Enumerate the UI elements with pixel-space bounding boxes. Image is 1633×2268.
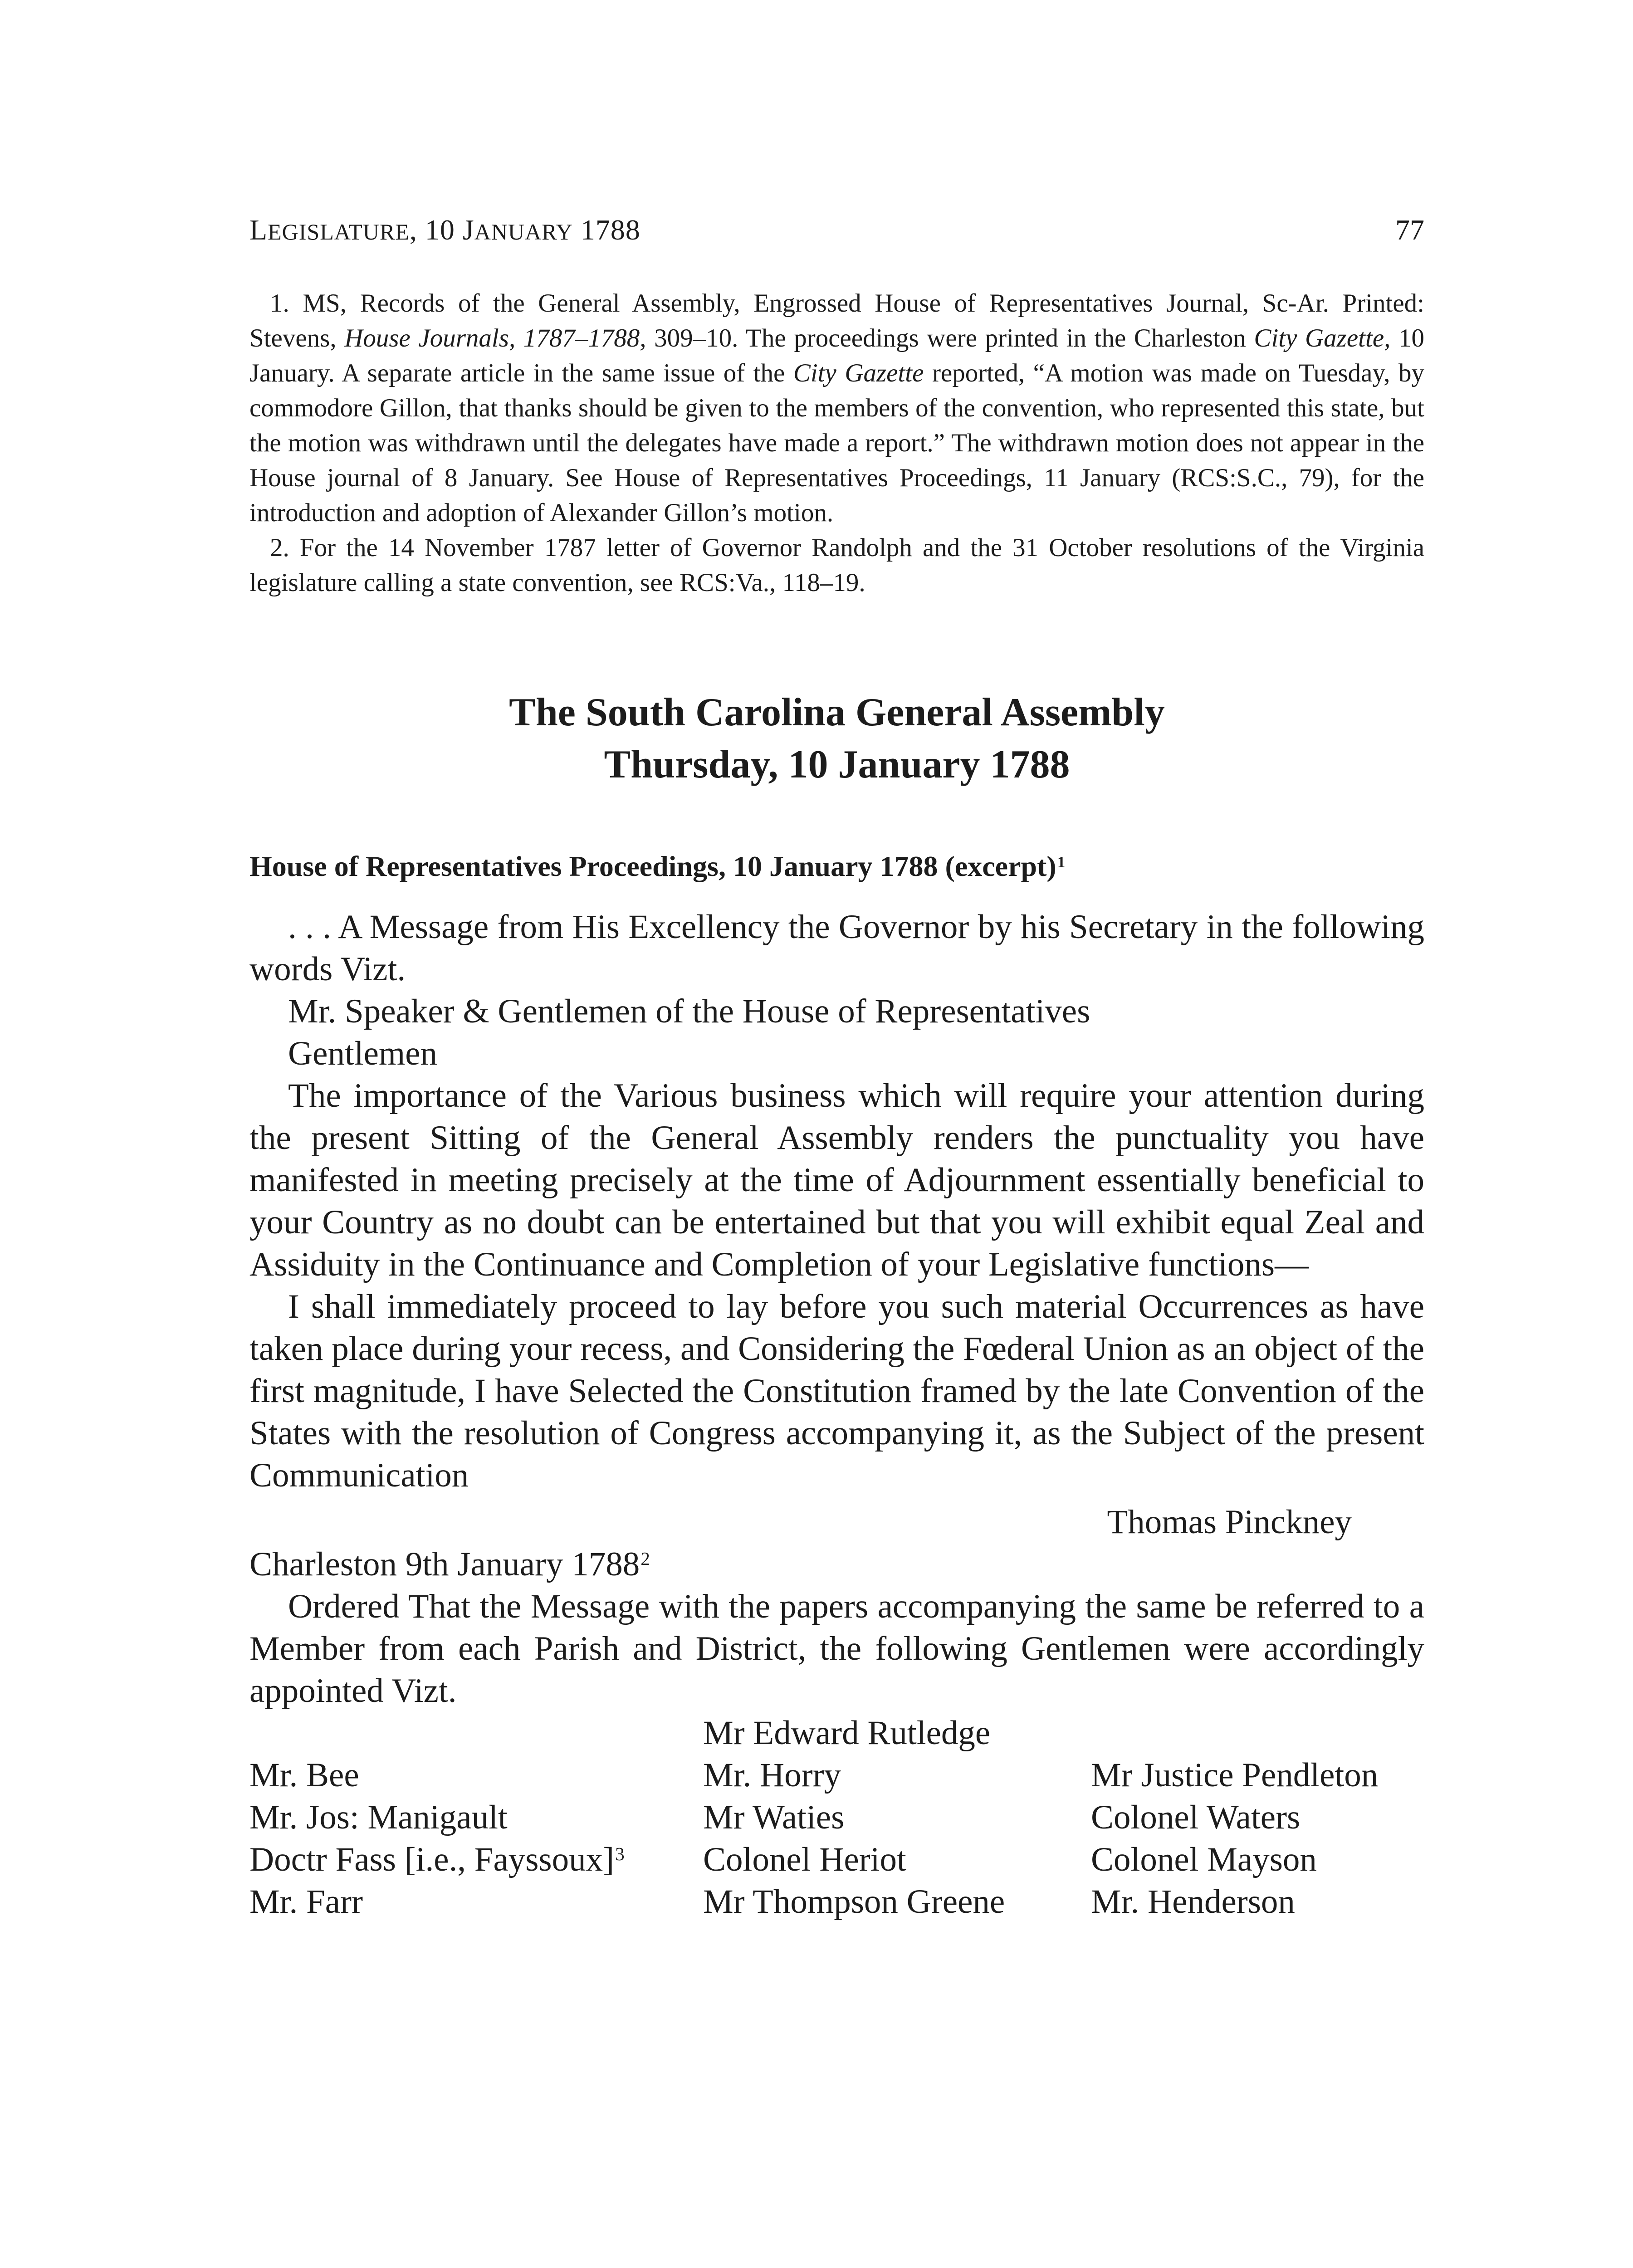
dateline: Charleston 9th January 1788$^2$ [249, 1545, 650, 1583]
appointee: Mr. Jos: Manigault [249, 1799, 508, 1836]
note-ref-2: 2 [640, 1548, 650, 1569]
heading-line-1: The South Carolina General Assembly [509, 690, 1165, 734]
salutation-line-1: Mr. Speaker & Gentlemen of the House of Representatives [288, 992, 1090, 1030]
subheading: House of Representatives Proceedings, 10 January 1788 (excerpt)$^1$ [249, 850, 1066, 882]
running-head [249, 213, 1424, 268]
salutation-line-2: Gentlemen [288, 1035, 438, 1072]
appointees-list [249, 1712, 1424, 1939]
note-ref-1: 1 [1057, 853, 1066, 871]
footnotes [249, 286, 1424, 600]
appointee: Doctr Fass [i.e., Fayssoux]$^3$ [249, 1841, 625, 1878]
signature: Thomas Pinckney [1107, 1503, 1352, 1541]
paragraph-importance: The importance of the Various business which will require your attention during the present Sitting of the General Assembly renders the punctuality you have manifested in meeting precisely at the time of Adjournment essentially beneficial to your Country as no doubt can be entertained but that you will exhibit equal Zeal and Assiduity in the Continuance and Completion of your Legislative functions— [249, 1077, 1424, 1283]
appointee: Mr Thompson Greene [703, 1883, 1005, 1921]
appointee: Mr Waties [703, 1799, 845, 1836]
appointee: Colonel Waters [1091, 1799, 1301, 1836]
paragraph-ordered: Ordered That the Message with the papers accompanying the same be referred to a Member from each Parish and District, the following Gentlemen were accordingly appointed Vizt. [249, 1588, 1424, 1710]
heading-line-2: Thursday, 10 January 1788 [604, 743, 1070, 787]
appointee: Mr. Farr [249, 1883, 363, 1921]
appointee: Mr. Bee [249, 1756, 359, 1794]
running-head-title: LEGISLATURE, 10 JANUARY 1788 [249, 214, 640, 246]
appointee: Mr Edward Rutledge [703, 1714, 991, 1752]
page-number: 77 [1395, 214, 1424, 246]
appointee: Colonel Mayson [1091, 1841, 1317, 1878]
appointee: Colonel Heriot [703, 1841, 906, 1878]
paragraph-occurrences: I shall immediately proceed to lay before you such material Occurrences as have taken place during your recess, and Considering the Fœderal Union as an object of the first magnitude, I have Selected the Constitution framed by the late Convention of the States with the resolution of Congress accompanying it, as the Subject of the present Communication [249, 1288, 1424, 1494]
appointee: Mr Justice Pendleton [1091, 1756, 1379, 1794]
document-page [249, 213, 1424, 1939]
paragraph-message: . . . A Message from His Excellency the Governor by his Secretary in the following words Vizt. [249, 908, 1424, 988]
footnote-1: 1. MS, Records of the General Assembly, Engrossed House of Representatives Journal, Sc-Ar. Printed: Stevens, House Journals, 1787–1788, 309–10. The proceedings were printed in the Charleston City Gazette, 10 January. A separate article in the same issue of the City Gazette reported, “A motion was made on Tuesday, by commodore Gillon, that thanks should be given to the members of the convention, who represented this state, but the motion was withdrawn until the delegates have made a report.” The withdrawn motion does not appear in the House journal of 8 January. See House of Representatives Proceedings, 11 January (RCS:S.C., 79), for the introduction and adoption of Alexander Gillon’s motion. [249, 289, 1425, 527]
note-ref-3: 3 [615, 1843, 625, 1865]
footnote-2: 2. For the 14 November 1787 letter of Governor Randolph and the 31 October resolutions of the Virginia legislature calling a state convention, see RCS:Va., 118–19. [249, 533, 1424, 597]
appointee: Mr. Henderson [1091, 1883, 1295, 1921]
appointee: Mr. Horry [703, 1756, 841, 1794]
section-heading [249, 686, 1424, 791]
proceedings-text [249, 906, 1424, 1712]
